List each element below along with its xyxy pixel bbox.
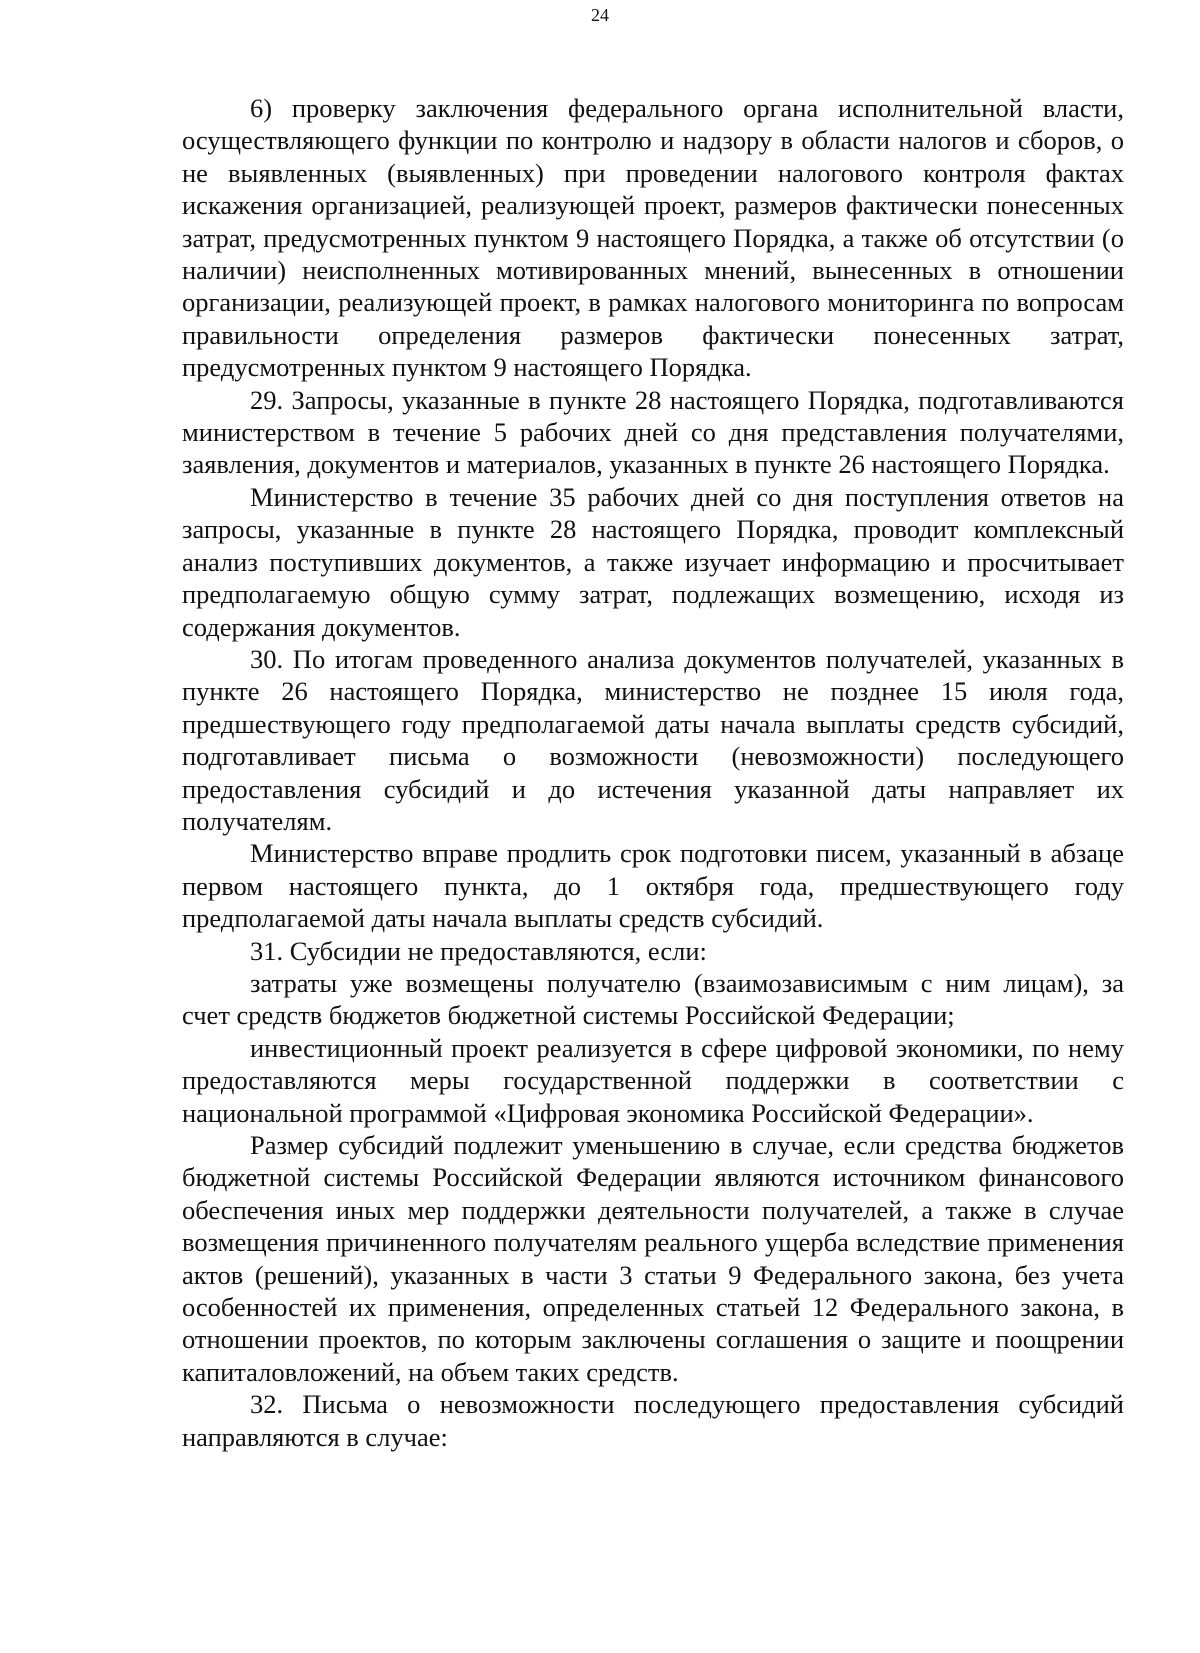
paragraph-30-continued: Министерство вправе продлить срок подготовки писем, указанный в абзаце первом настоящего пункта, до 1 октября года, предшествующего году предполагаемой даты начала выплаты средств субсидий. — [182, 838, 1124, 934]
paragraph-item-6: 6) проверку заключения федерального органа исполнительной власти, осуществляющего функции по контролю и надзору в области налогов и сборов, о не выявленных (выявленных) при проведении налогового контроля фактах искажения организацией, реализующей проект, размеров фактически понесенных затрат, предусмотренных пунктом 9 настоящего Порядка, а также об отсутствии (о наличии) неисполненных мотивированных мнений, вынесенных в отношении организации, реализующей проект, в рамках налогового мониторинга по вопросам правильности определения размеров фактически понесенных затрат, предусмотренных пунктом 9 настоящего Порядка. — [182, 93, 1124, 383]
paragraph-subsidy-reduction: Размер субсидий подлежит уменьшению в случае, если средства бюджетов бюджетной системы Российской Федерации являются источником финансового обеспечения иных мер поддержки деятельности получателей, а также в случае возмещения причиненного получателям реального ущерба вследствие применения актов (решений), указанных в части 3 статьи 9 Федерального закона, без учета особенностей их применения, определенных статьей 12 Федерального закона, в отношении проектов, по которым заключены соглашения о защите и поощрении капиталовложений, на объем таких средств. — [182, 1130, 1124, 1387]
paragraph-32: 32. Письма о невозможности последующего предоставления субсидий направляются в случае: — [182, 1389, 1124, 1452]
paragraph-31: 31. Субсидии не предоставляются, если: — [250, 935, 707, 966]
paragraph-30: 30. По итогам проведенного анализа документов получателей, указанных в пункте 26 настоящего Порядка, министерство не позднее 15 июля года, предшествующего году предполагаемой даты начала выплаты средств субсидий, подготавливает письма о возможности (невозможности) последующего предоставления субсидий и до истечения указанной даты направляет их получателям. — [182, 643, 1124, 836]
page-number: 24 — [591, 5, 609, 25]
paragraph-31-case-2: инвестиционный проект реализуется в сфере цифровой экономики, по нему предоставляются меры государственной поддержки в соответствии с национальной программой «Цифровая экономика Российской Федерации». — [182, 1032, 1124, 1128]
paragraph-29-continued: Министерство в течение 35 рабочих дней со дня поступления ответов на запросы, указанные в пункте 28 настоящего Порядка, проводит комплексный анализ поступивших документов, а также изучает информацию и просчитывает предполагаемую общую сумму затрат, подлежащих возмещению, исходя из содержания документов. — [182, 481, 1124, 642]
paragraph-29: 29. Запросы, указанные в пункте 28 настоящего Порядка, подготавливаются министерством в течение 5 рабочих дней со дня представления получателями, заявления, документов и материалов, указанных в пункте 26 настоящего Порядка. — [182, 384, 1124, 480]
paragraph-31-case-1: затраты уже возмещены получателю (взаимозависимым с ним лицам), за счет средств бюджетов бюджетной системы Российской Федерации; — [182, 967, 1124, 1031]
document-body — [182, 92, 1124, 1453]
